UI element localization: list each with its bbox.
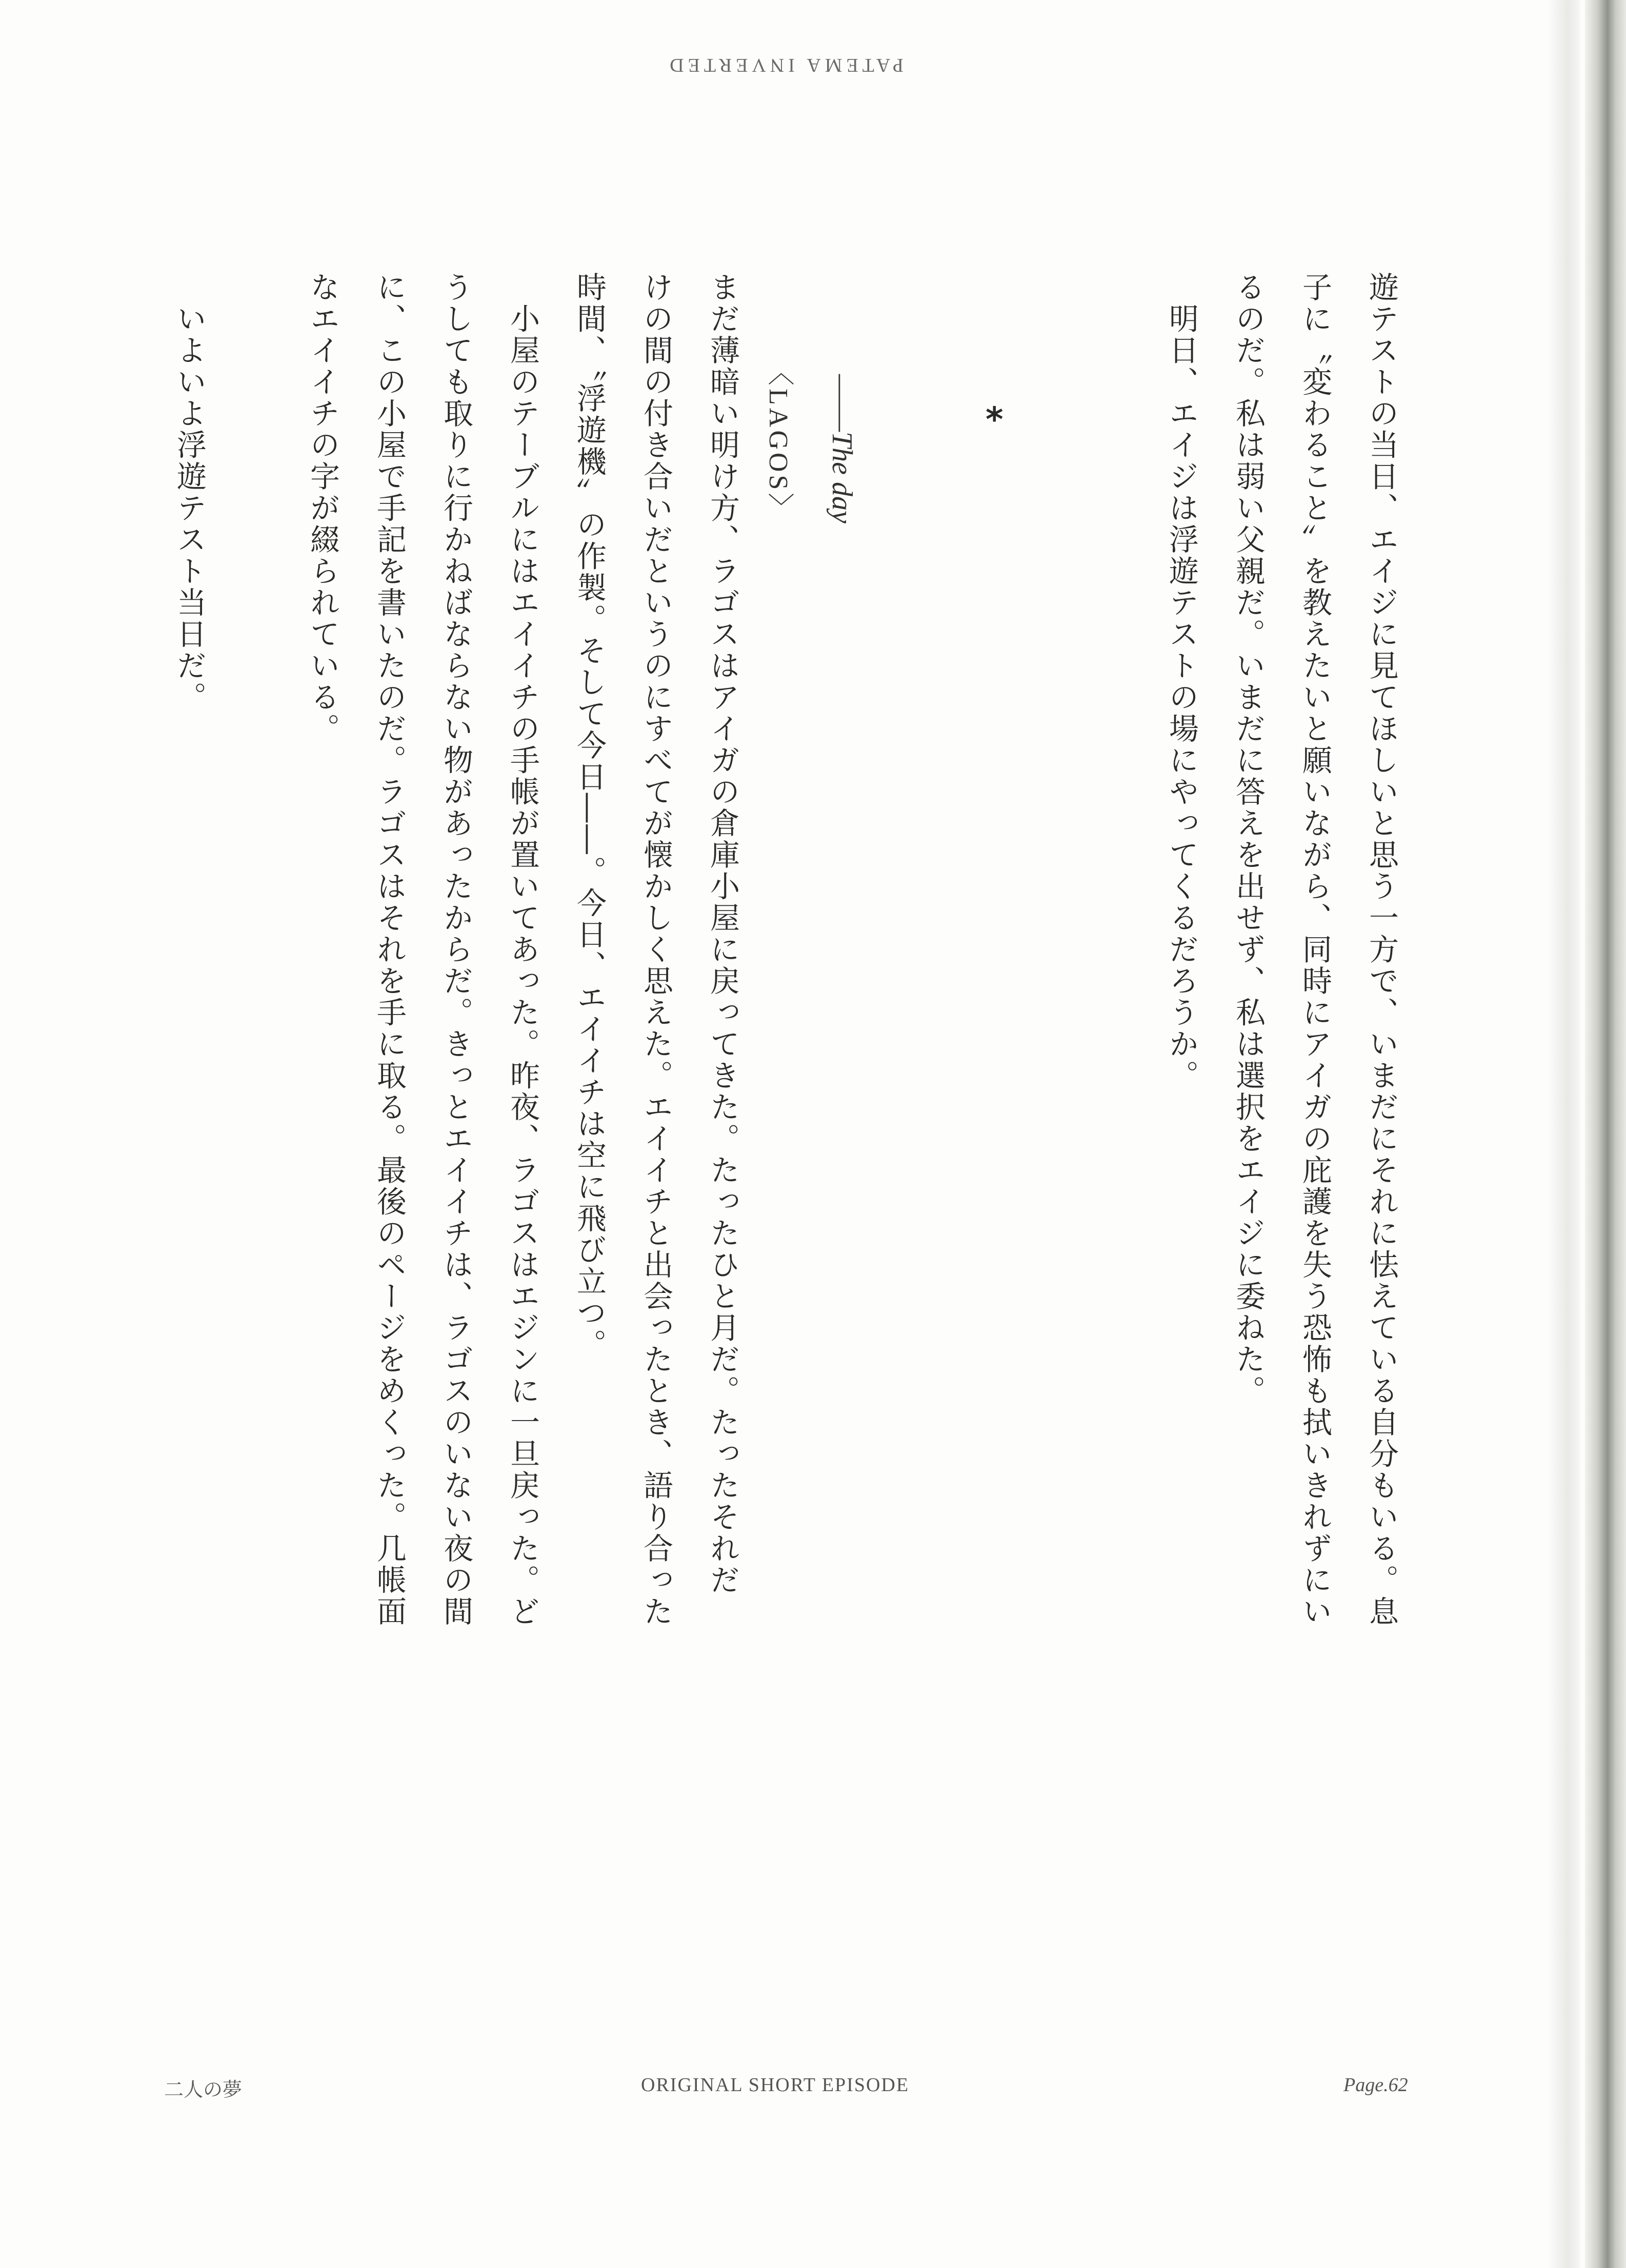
text-column: 遊テストの当日、エイジに見てほしいと思う一方で、いまだにそれに怯えている自分もいる。息 [1364,272,1399,1628]
text-column: に、この小屋で手記を書いたのだ。ラゴスはそれを手に取る。最後のページをめくった。几帳面 [372,272,407,1628]
text-column: 明日、エイジは浮遊テストの場にやってくるだろうか。 [1164,272,1199,1091]
page-stack-shadow [1549,0,1580,2268]
text-column: 子に〝変わること〟を教えたいと願いながら、同時にアイガの庇護を失う恐怖も拭いきれずにい [1297,272,1332,1628]
text-column: 時間、〝浮遊機〟の作製。そして今日――。今日、エイイチは空に飛び立つ。 [572,272,607,1361]
text-column: まだ薄暗い明け方、ラゴスはアイガの倉庫小屋に戻ってきた。たったひと月だ。たったそれだ [705,272,740,1596]
text-column: なエイイチの字が綴られている。 [305,272,340,745]
text-column: うしても取りに行かねばならない物があったからだ。きっとエイイチは、ラゴスのいない夜の間 [438,272,473,1628]
text-column: けの間の付き合いだというのにすべてが懐かしく思えた。エイイチと出会ったとき、語り合った [638,272,673,1628]
section-break: * [986,400,1003,439]
footer-series-label: ORIGINAL SHORT EPISODE [641,2074,910,2096]
page-number: Page.62 [1343,2074,1408,2096]
running-head: PATEMA INVERTED [666,54,904,76]
section-speaker: 〈LAGOS〉 [764,359,793,523]
text-column: 小屋のテーブルにはエイイチの手帳が置いてあった。昨夜、ラゴスはエジンに一旦戻った。ど [505,272,540,1628]
section-title: ――The day [826,374,858,523]
text-column: いよいよ浮遊テスト当日だ。 [172,272,207,713]
footer-chapter-title: 二人の夢 [164,2078,243,2101]
page-stack-edge [1585,0,1626,2268]
text-column: るのだ。私は弱い父親だ。いまだに答えを出せず、私は選択をエイジに委ねた。 [1231,272,1266,1407]
